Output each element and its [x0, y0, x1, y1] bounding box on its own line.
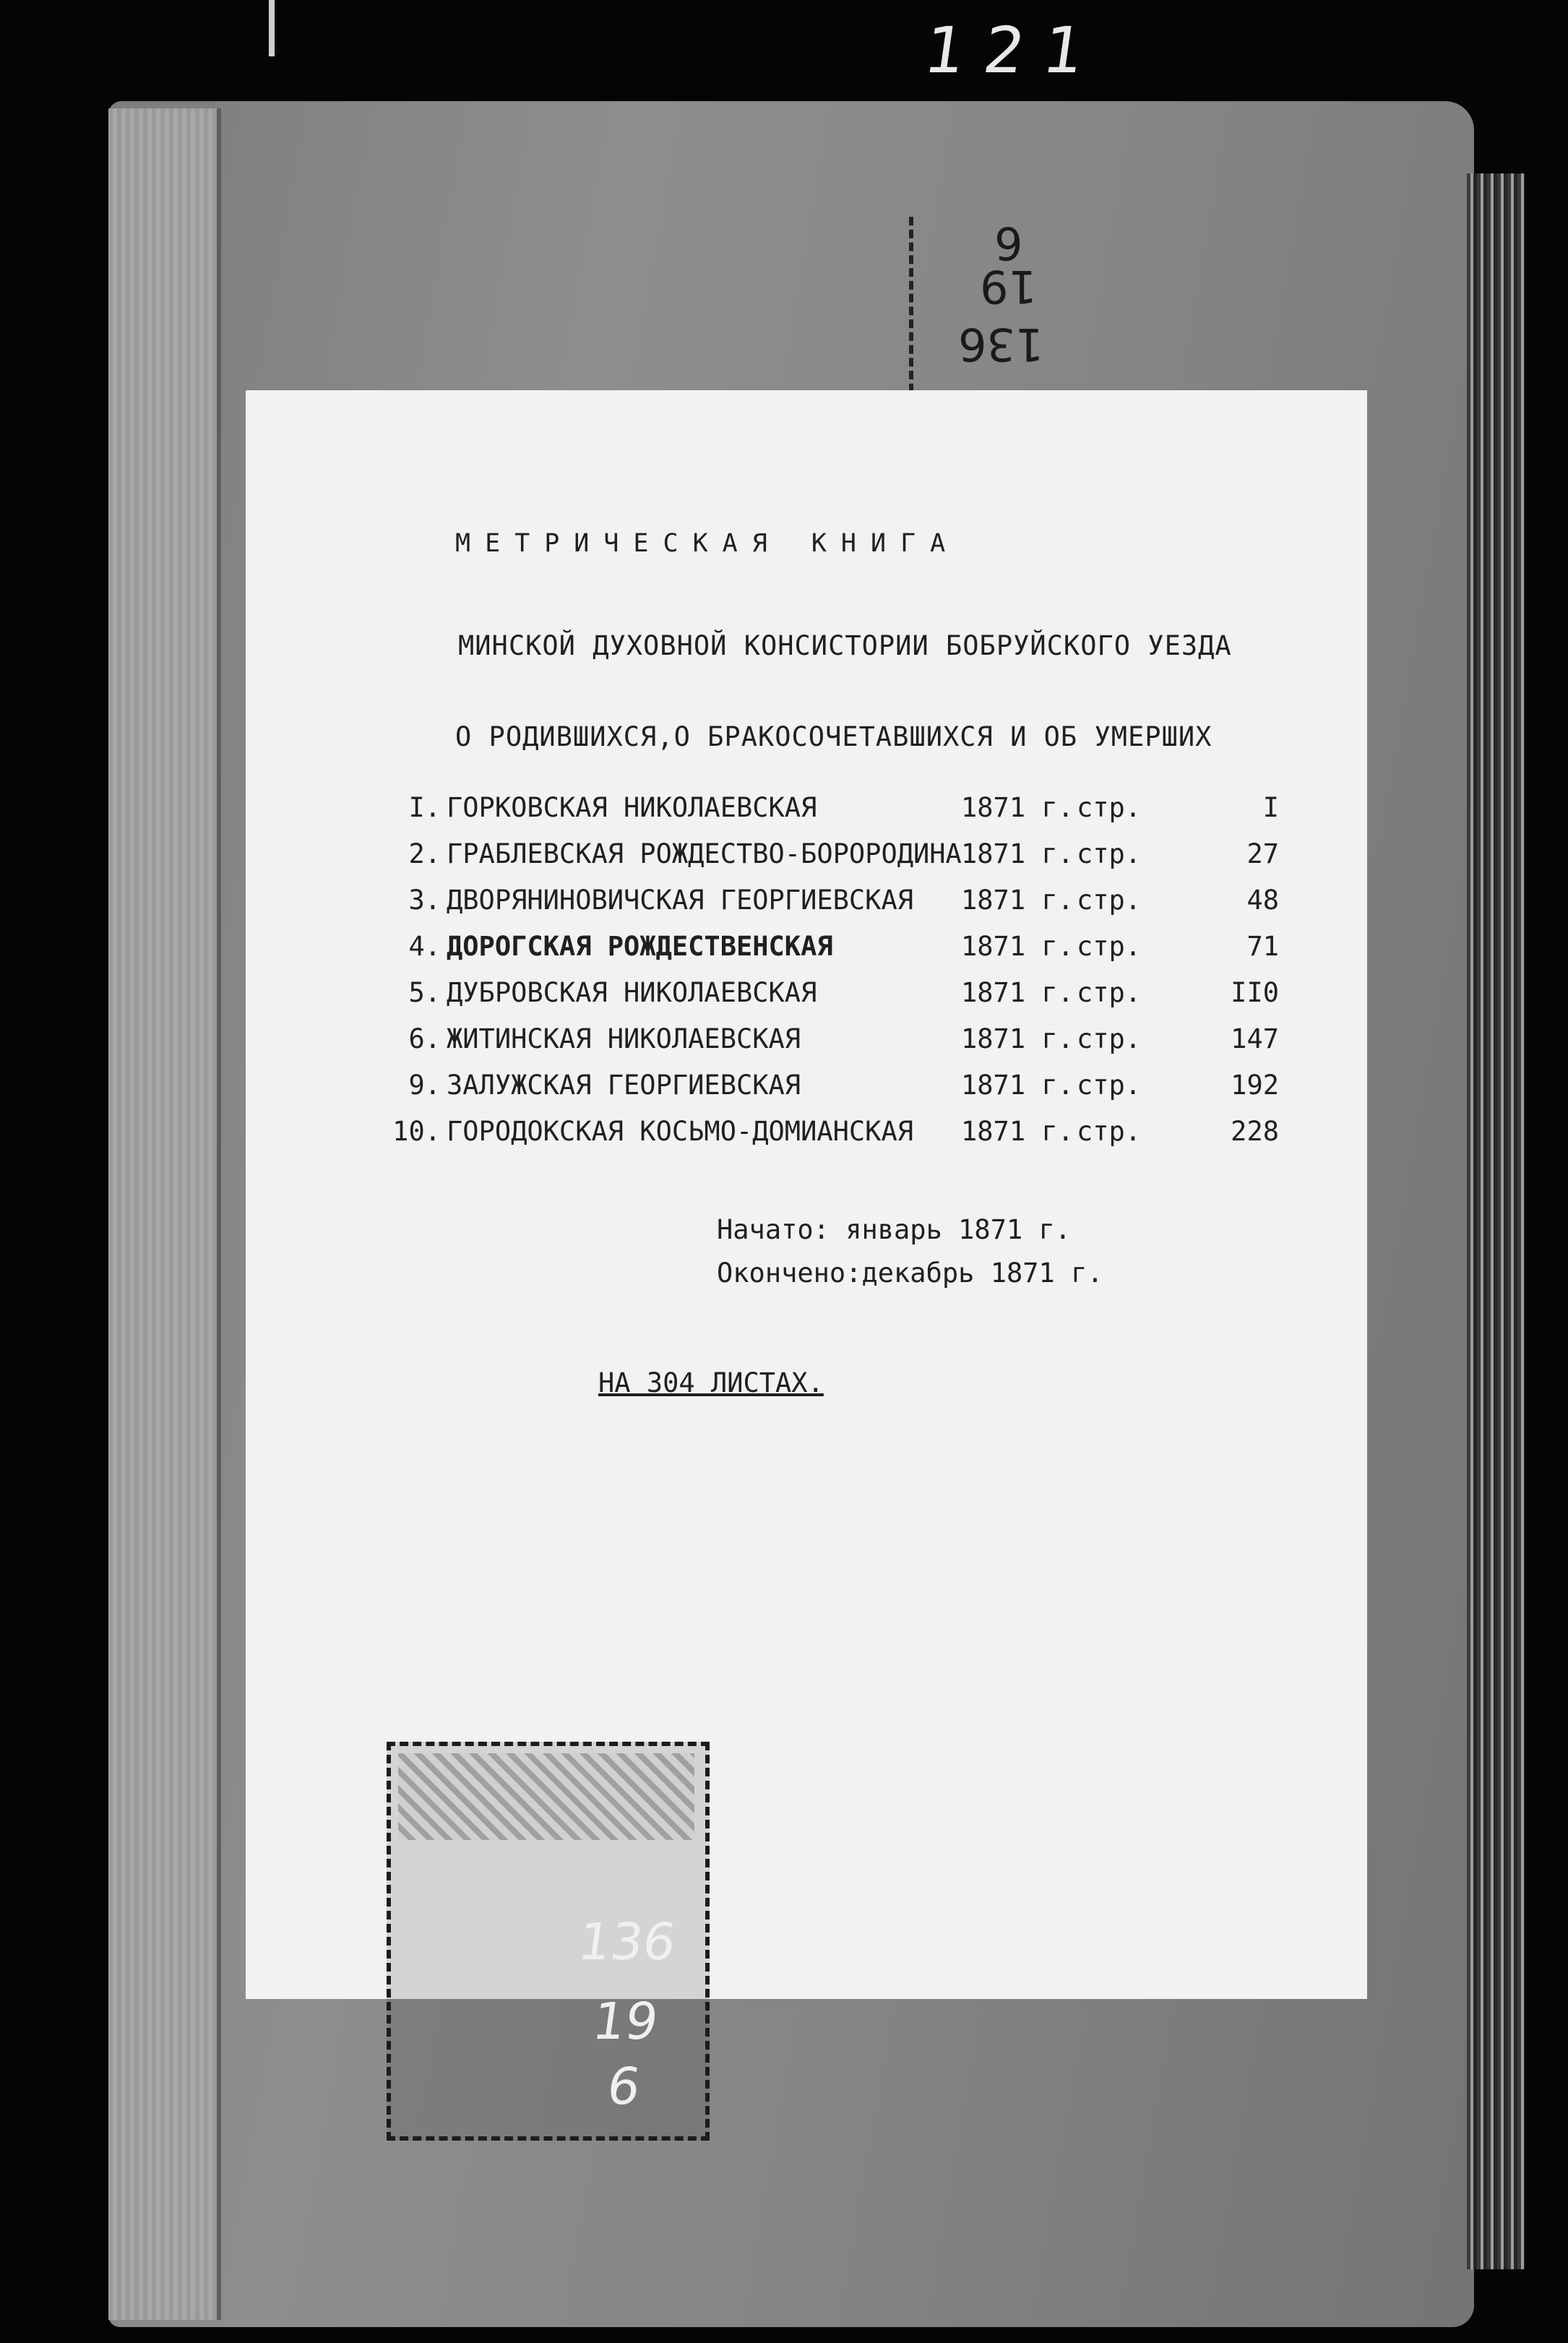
toc-page-label: стр. [1077, 885, 1142, 916]
toc-entry [383, 1023, 1286, 1070]
toc-page: 71 [1246, 931, 1279, 962]
sheet-count: НА 304 ЛИСТАХ. [598, 1367, 824, 1398]
toc-number: 5. [408, 977, 441, 1008]
toc-parish: ДУБРОВСКАЯ НИКОЛАЕВСКАЯ [447, 977, 817, 1008]
toc-entry [383, 931, 1286, 977]
toc-number: 9. [408, 1070, 441, 1101]
document-subtitle-records: О РОДИВШИХСЯ,О БРАКОСОЧЕТАВШИХСЯ И ОБ УМЕРШИХ [455, 721, 1212, 752]
stamp-seal-text [398, 1753, 694, 1840]
toc-entry [383, 1116, 1286, 1162]
toc-page: II0 [1231, 977, 1279, 1008]
toc-number: 10. [392, 1116, 441, 1147]
document-title: МЕТРИЧЕСКАЯ КНИГА [455, 529, 960, 558]
toc-page: 147 [1231, 1023, 1279, 1054]
toc-page: 228 [1231, 1116, 1279, 1147]
shelfmark-line-1: 6 [994, 217, 1023, 270]
toc-parish: ЖИТИНСКАЯ НИКОЛАЕВСКАЯ [447, 1023, 801, 1054]
page-edges [1467, 173, 1525, 2269]
toc-page: 27 [1246, 838, 1279, 869]
toc-year: 1871 г. [961, 885, 1074, 916]
toc-number: 2. [408, 838, 441, 869]
toc-number: I. [408, 792, 441, 823]
toc-number: 6. [408, 1023, 441, 1054]
date-started: Начато: январь 1871 г. [717, 1214, 1072, 1245]
toc-entry [383, 977, 1286, 1023]
toc-page: 48 [1246, 885, 1279, 916]
toc-entry [383, 885, 1286, 931]
stamp-number-1: 136 [574, 1912, 680, 1972]
shelfmark-line-2: 19 [980, 260, 1037, 313]
toc-page-label: стр. [1077, 1023, 1142, 1054]
toc-parish: ЗАЛУЖСКАЯ ГЕОРГИЕВСКАЯ [447, 1070, 801, 1101]
toc-entry [383, 1070, 1286, 1116]
toc-year: 1871 г. [961, 1023, 1074, 1054]
toc-page-label: стр. [1077, 931, 1142, 962]
book-spine [108, 108, 221, 2320]
toc-year: 1871 г. [961, 792, 1074, 823]
toc-parish: ГОРОДОКСКАЯ КОСЬМО-ДОМИАНСКАЯ [447, 1116, 914, 1147]
toc-entry [383, 792, 1286, 838]
shelfmark-line-3: 136 [958, 318, 1044, 371]
toc-entry [383, 838, 1286, 885]
toc-year: 1871 г. [961, 1116, 1074, 1147]
toc-year: 1871 г. [961, 1070, 1074, 1101]
stamp-number-3: 6 [603, 2057, 645, 2116]
toc-year: 1871 г. [961, 931, 1074, 962]
toc-page-label: стр. [1077, 792, 1142, 823]
toc-page-label: стр. [1077, 1070, 1142, 1101]
toc-parish: ГРАБЛЕВСКАЯ РОЖДЕСТВО-БОРОРОДИНА [447, 838, 962, 869]
stamp-number-2: 19 [589, 1992, 662, 2051]
date-ended: Окончено:декабрь 1871 г. [717, 1258, 1103, 1289]
document-subtitle-consistory: МИНСКОЙ ДУХОВНОЙ КОНСИСТОРИИ БОБРУЙСКОГО УЕЗДА [458, 630, 1232, 661]
toc-year: 1871 г. [961, 977, 1074, 1008]
toc-parish: ГОРКОВСКАЯ НИКОЛАЕВСКАЯ [447, 792, 817, 823]
toc-page-label: стр. [1077, 838, 1142, 869]
archive-number: 121 [919, 13, 1108, 87]
toc-page-label: стр. [1077, 977, 1142, 1008]
toc-number: 3. [408, 885, 441, 916]
toc-parish: ДОРОГСКАЯ РОЖДЕСТВЕНСКАЯ [447, 931, 833, 962]
toc-page: 192 [1231, 1070, 1279, 1101]
toc-page: I [1262, 792, 1279, 823]
table-of-contents [383, 792, 1286, 1162]
toc-parish: ДВОРЯНИНОВИЧСКАЯ ГЕОРГИЕВСКАЯ [447, 885, 914, 916]
film-edge-mark [269, 0, 275, 56]
toc-number: 4. [408, 931, 441, 962]
toc-year: 1871 г. [961, 838, 1074, 869]
toc-page-label: стр. [1077, 1116, 1142, 1147]
archive-stamp [387, 1742, 710, 2141]
